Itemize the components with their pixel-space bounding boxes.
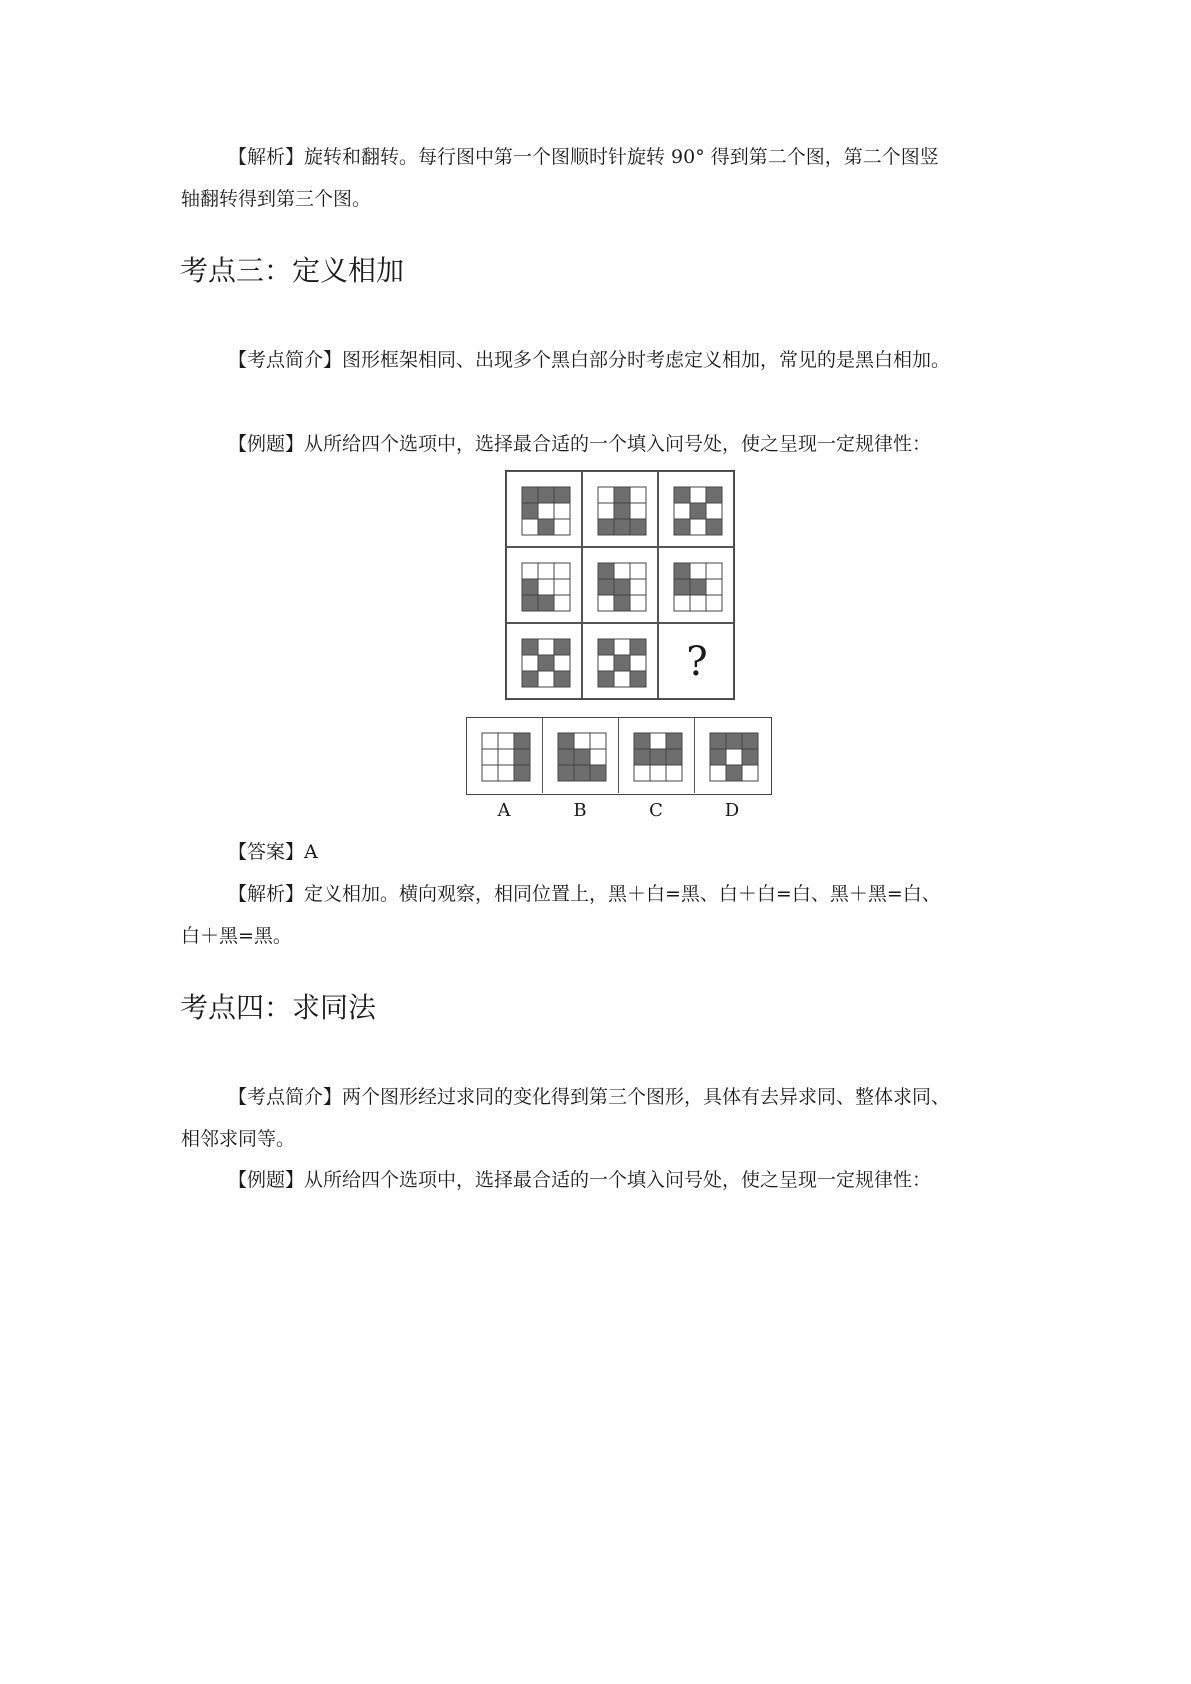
- analysis-paragraph-1: [228, 142, 939, 172]
- section3-example: [228, 429, 931, 459]
- blank-square: [690, 519, 706, 535]
- puzzle-cell: [506, 471, 582, 547]
- puzzle-cell: [658, 547, 734, 623]
- blank-square: [630, 487, 646, 503]
- shaded-square: [630, 639, 646, 655]
- shaded-square: [538, 519, 554, 535]
- blank-square: [538, 671, 554, 687]
- shaded-square: [650, 749, 666, 765]
- shaded-square: [674, 519, 690, 535]
- option-pattern-grid: [633, 732, 683, 782]
- shaded-square: [522, 503, 538, 519]
- pattern-grid: [597, 638, 647, 688]
- blank-square: [630, 655, 646, 671]
- shaded-square: [522, 595, 538, 611]
- option-label: A: [497, 800, 511, 821]
- blank-square: [538, 563, 554, 579]
- blank-square: [554, 519, 570, 535]
- shaded-square: [554, 487, 570, 503]
- analysis-paragraph-1-cont: 轴翻转得到第三个图。: [181, 188, 372, 210]
- blank-square: [554, 503, 570, 519]
- shaded-square: [690, 503, 706, 519]
- section4-example-text: 从所给四个选项中，选择最合适的一个填入问号处，使之呈现一定规律性：: [304, 1169, 932, 1191]
- shaded-square: [558, 765, 574, 781]
- shaded-square: [514, 765, 530, 781]
- blank-square: [598, 655, 614, 671]
- shaded-square: [574, 749, 590, 765]
- option-label: C: [649, 800, 663, 821]
- blank-square: [590, 733, 606, 749]
- blank-square: [614, 639, 630, 655]
- shaded-square: [558, 749, 574, 765]
- shaded-square: [674, 563, 690, 579]
- blank-square: [538, 503, 554, 519]
- section3-example-text: 从所给四个选项中，选择最合适的一个填入问号处，使之呈现一定规律性：: [304, 433, 932, 455]
- blank-square: [598, 487, 614, 503]
- blank-square: [710, 765, 726, 781]
- blank-square: [614, 563, 630, 579]
- shaded-square: [598, 519, 614, 535]
- shaded-square: [598, 671, 614, 687]
- blank-square: [706, 563, 722, 579]
- answer-value: A: [304, 841, 318, 863]
- section4-intro: [228, 1082, 950, 1112]
- shaded-square: [634, 733, 650, 749]
- puzzle-cell: [582, 471, 658, 547]
- shaded-square: [726, 733, 742, 749]
- shaded-square: [590, 765, 606, 781]
- blank-square: [666, 765, 682, 781]
- option-d[interactable]: [695, 718, 771, 793]
- shaded-square: [742, 749, 758, 765]
- blank-square: [522, 519, 538, 535]
- blank-square: [630, 563, 646, 579]
- section4-intro-line1: 两个图形经过求同的变化得到第三个图形，具体有去异求同、整体求同、: [342, 1086, 951, 1108]
- shaded-square: [554, 639, 570, 655]
- shaded-square: [614, 503, 630, 519]
- blank-square: [590, 749, 606, 765]
- option-pattern-grid: [481, 732, 531, 782]
- puzzle-cell: [582, 547, 658, 623]
- shaded-square: [674, 487, 690, 503]
- blank-square: [630, 579, 646, 595]
- shaded-square: [598, 639, 614, 655]
- option-a[interactable]: [467, 718, 543, 793]
- shaded-square: [614, 595, 630, 611]
- section3-example-tag: 【例题】: [228, 433, 305, 455]
- puzzle-cell: [658, 471, 734, 547]
- puzzle-cell: [582, 623, 658, 699]
- blank-square: [538, 639, 554, 655]
- shaded-square: [538, 655, 554, 671]
- section3-intro: [228, 345, 950, 375]
- blank-square: [574, 733, 590, 749]
- shaded-square: [614, 655, 630, 671]
- blank-square: [690, 487, 706, 503]
- shaded-square: [538, 595, 554, 611]
- option-label: B: [573, 800, 587, 821]
- shaded-square: [614, 487, 630, 503]
- blank-square: [554, 563, 570, 579]
- question-mark: ?: [686, 639, 708, 685]
- blank-square: [522, 563, 538, 579]
- shaded-square: [630, 671, 646, 687]
- blank-square: [482, 749, 498, 765]
- blank-square: [726, 749, 742, 765]
- section3-analysis-line1: 定义相加。横向观察，相同位置上，黑＋白=黑、白＋白=白、黑＋黑=白、: [304, 883, 941, 905]
- blank-square: [690, 595, 706, 611]
- shaded-square: [614, 519, 630, 535]
- shaded-square: [522, 579, 538, 595]
- shaded-square: [666, 733, 682, 749]
- shaded-square: [514, 749, 530, 765]
- section4-intro-tag: 【考点简介】: [228, 1086, 343, 1108]
- pattern-grid: [673, 486, 723, 536]
- puzzle-cell: [506, 623, 582, 699]
- blank-square: [598, 503, 614, 519]
- section3-analysis-tag: 【解析】: [228, 883, 305, 905]
- section4-heading: 考点四：求同法: [180, 991, 377, 1024]
- blank-square: [498, 733, 514, 749]
- section3-intro-text: 图形框架相同、出现多个黑白部分时考虑定义相加，常见的是黑白相加。: [342, 349, 951, 371]
- analysis-tag: 【解析】: [228, 146, 305, 168]
- blank-square: [522, 655, 538, 671]
- shaded-square: [514, 733, 530, 749]
- analysis-text-line1: 旋转和翻转。每行图中第一个图顺时针旋转 90° 得到第二个图，第二个图竖: [304, 146, 939, 168]
- blank-square: [706, 579, 722, 595]
- blank-square: [554, 655, 570, 671]
- puzzle-cell-question: [658, 623, 734, 699]
- shaded-square: [614, 579, 630, 595]
- shaded-square: [710, 733, 726, 749]
- section3-analysis-cont: 白＋黑=黑。: [181, 925, 292, 947]
- answer-tag: 【答案】: [228, 841, 305, 863]
- shaded-square: [522, 487, 538, 503]
- shaded-square: [598, 579, 614, 595]
- blank-square: [630, 595, 646, 611]
- pattern-grid: [597, 562, 647, 612]
- blank-square: [554, 579, 570, 595]
- blank-square: [614, 671, 630, 687]
- option-label: D: [724, 800, 740, 821]
- blank-square: [674, 503, 690, 519]
- option-b[interactable]: [543, 718, 619, 793]
- blank-square: [706, 595, 722, 611]
- option-pattern-grid: [709, 732, 759, 782]
- shaded-square: [726, 765, 742, 781]
- shaded-square: [742, 733, 758, 749]
- shaded-square: [706, 519, 722, 535]
- pattern-grid: [521, 562, 571, 612]
- blank-square: [634, 765, 650, 781]
- shaded-square: [634, 749, 650, 765]
- shaded-square: [598, 563, 614, 579]
- shaded-square: [710, 749, 726, 765]
- blank-square: [742, 765, 758, 781]
- section3-heading: 考点三：定义相加: [180, 254, 405, 287]
- blank-square: [650, 765, 666, 781]
- option-c[interactable]: [619, 718, 695, 793]
- pattern-grid: [521, 486, 571, 536]
- pattern-grid: [521, 638, 571, 688]
- blank-square: [498, 749, 514, 765]
- shaded-square: [674, 579, 690, 595]
- section4-intro-cont: 相邻求同等。: [181, 1128, 296, 1150]
- shaded-square: [666, 749, 682, 765]
- puzzle-cell: [506, 547, 582, 623]
- shaded-square: [630, 519, 646, 535]
- shaded-square: [538, 487, 554, 503]
- blank-square: [482, 733, 498, 749]
- section4-example-tag: 【例题】: [228, 1169, 305, 1191]
- shaded-square: [706, 487, 722, 503]
- blank-square: [650, 733, 666, 749]
- pattern-grid: [597, 486, 647, 536]
- shaded-square: [522, 639, 538, 655]
- shaded-square: [574, 765, 590, 781]
- section3-analysis: [228, 879, 941, 909]
- blank-square: [554, 595, 570, 611]
- blank-square: [674, 595, 690, 611]
- blank-square: [482, 765, 498, 781]
- blank-square: [690, 563, 706, 579]
- shaded-square: [558, 733, 574, 749]
- shaded-square: [522, 671, 538, 687]
- blank-square: [598, 595, 614, 611]
- pattern-grid: [673, 562, 723, 612]
- option-pattern-grid: [557, 732, 607, 782]
- shaded-square: [690, 579, 706, 595]
- puzzle-grid: [505, 470, 735, 700]
- section4-example: [228, 1165, 931, 1195]
- shaded-square: [554, 671, 570, 687]
- blank-square: [706, 503, 722, 519]
- section3-intro-tag: 【考点简介】: [228, 349, 343, 371]
- blank-square: [538, 579, 554, 595]
- blank-square: [498, 765, 514, 781]
- section3-answer: [228, 837, 318, 867]
- blank-square: [630, 503, 646, 519]
- options-row: [466, 717, 772, 795]
